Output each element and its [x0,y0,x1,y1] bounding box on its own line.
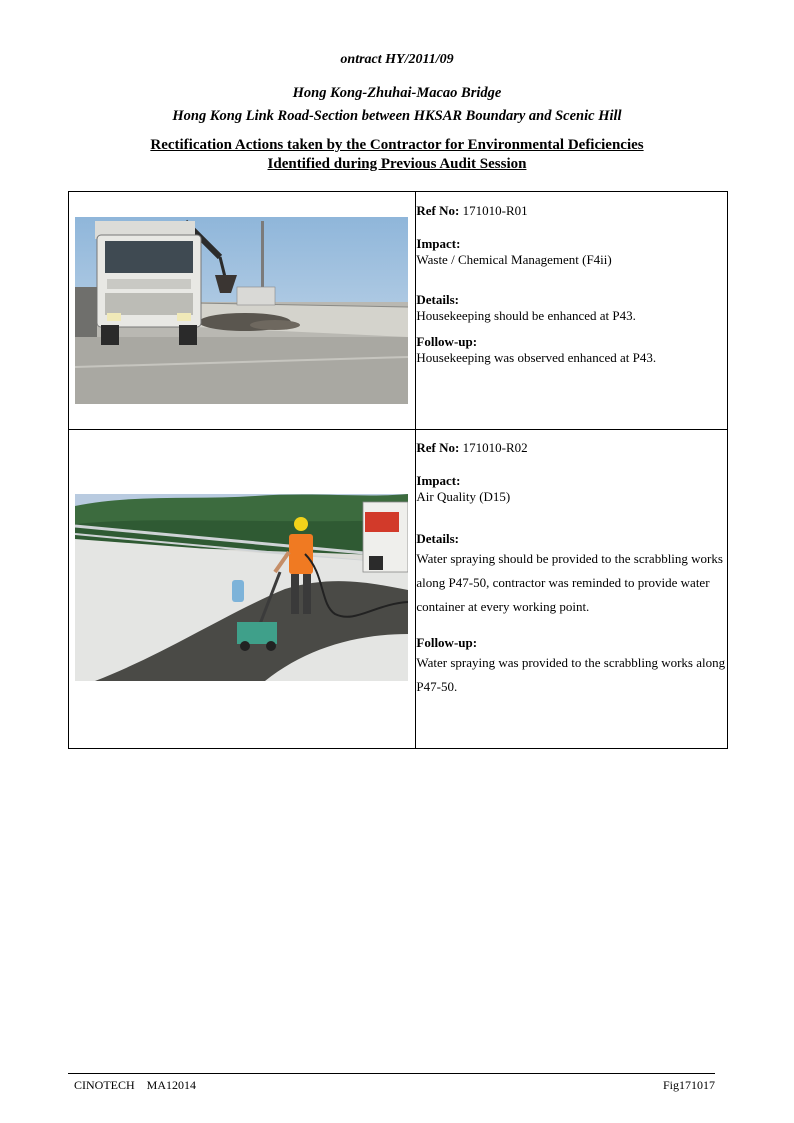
ref-label: Ref No: [416,203,460,218]
impact-value: Waste / Chemical Management (F4ii) [416,252,612,267]
ref-label: Ref No: [416,440,460,455]
followup-label: Follow-up: [416,635,478,650]
details-value: Housekeeping should be enhanced at P43. [416,308,636,323]
page-title-line-1: Rectification Actions taken by the Contractor for Environmental Deficiencies [150,137,644,153]
ref-value: 171010-R02 [462,440,528,455]
table-row [69,192,728,430]
page-title-line-2: Identified during Previous Audit Session [267,156,527,172]
site-photo-water-spraying [75,494,408,681]
photo-cell [69,430,416,749]
impact-label: Impact: [416,473,461,488]
footer-divider [68,1073,715,1074]
followup-value: Housekeeping was observed enhanced at P43. [416,350,657,365]
site-photo-truck-housekeeping [75,217,408,404]
contract-number: ontract HY/2011/09 [340,52,454,67]
info-cell [416,192,728,430]
impact-label: Impact: [416,236,461,251]
details-label: Details: [416,531,459,546]
ref-value: 171010-R01 [462,203,528,218]
section-title: Hong Kong Link Road-Section between HKSAR Boundary and Scenic Hill [172,108,622,124]
info-cell [416,430,728,749]
ref-line [416,440,727,456]
rectification-table [68,191,728,749]
details-label: Details: [416,292,459,307]
impact-value: Air Quality (D15) [416,489,511,504]
followup-value: Water spraying was provided to the scrabbling works along P47-50. [416,655,726,694]
project-title: Hong Kong-Zhuhai-Macao Bridge [292,85,502,101]
photo-cell [69,192,416,430]
footer-figure-number: Fig171017 [662,1078,715,1092]
followup-label: Follow-up: [416,334,478,349]
details-value: Water spraying should be provided to the scrabbling works along P47-50, contractor was reminded to provide water container at every working point. [416,551,723,614]
footer-company-ref: CINOTECH MA12014 [74,1078,196,1092]
table-row [69,430,728,749]
ref-line [416,203,727,219]
